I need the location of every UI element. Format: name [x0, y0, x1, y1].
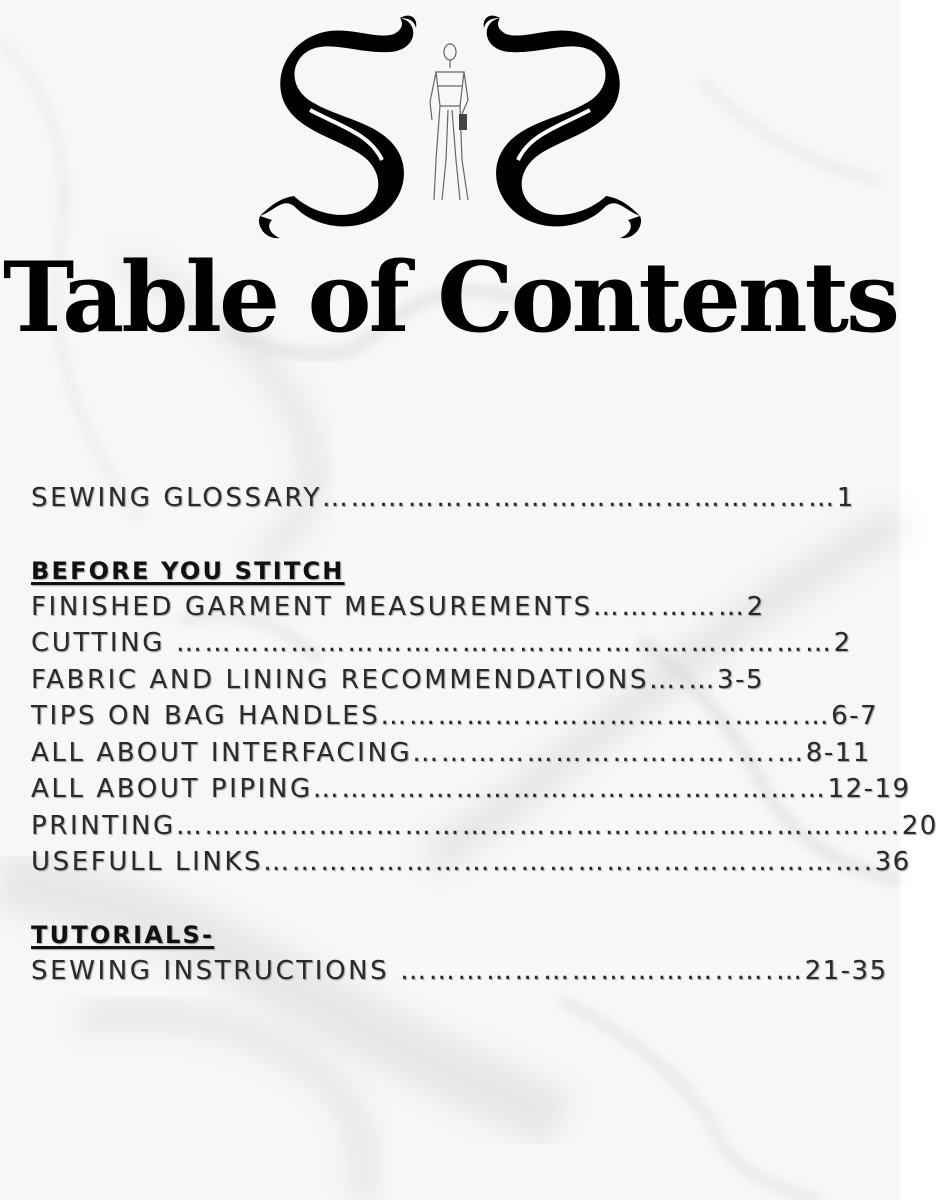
toc-entry-page: 3-5 [717, 664, 764, 695]
toc-entry-tips-on-bag-handles[interactable] [31, 698, 881, 735]
spacer [31, 881, 881, 917]
section-heading-before-you-stitch: BEFORE YOU STITCH [31, 556, 345, 585]
toc-entry-page: 1 [836, 483, 855, 513]
toc-entry-finished-garment-measurements[interactable] [31, 589, 881, 626]
toc-entry-leader: …………………………….….… [412, 737, 806, 768]
toc-entry-leader: ……………………………………………… [312, 774, 828, 804]
toc-entry-page: 2 [746, 591, 765, 622]
toc-entry-page: 8-11 [805, 737, 871, 768]
toc-entry-usefull-links[interactable] [31, 844, 911, 881]
toc-entry-page: 20 [901, 810, 938, 841]
gothic-ss-monogram-with-fashion-croquis-icon [250, 10, 650, 250]
toc-entry-label: FINISHED GARMENT MEASUREMENTS [31, 591, 593, 622]
toc-entry-label: USEFULL LINKS [31, 847, 264, 877]
toc-entry-label: SEWING GLOSSARY [31, 483, 322, 513]
toc-entry-label: SEWING INSTRUCTIONS [31, 955, 401, 986]
toc-entry-leader: ……………………………………………… [321, 483, 837, 513]
toc-entry-sewing-glossary[interactable] [31, 480, 881, 517]
toc-entry-leader: …………………………………………………………… [175, 628, 834, 658]
section-heading-tutorials: TUTORIALS- [31, 920, 215, 949]
toc-entry-page: 12-19 [827, 774, 911, 804]
toc-entry-sewing-instructions[interactable] [31, 953, 888, 990]
toc-entry-printing[interactable] [31, 808, 938, 845]
toc-entry-page: 2 [833, 628, 852, 658]
toc-entry-leader: ….… [648, 664, 718, 695]
toc-entry-label: TIPS ON BAG HANDLES [31, 701, 381, 731]
toc-entry-leader: …….……… [592, 591, 747, 622]
toc-entry-label: PRINTING [31, 810, 176, 841]
toc-entry-all-about-interfacing[interactable] [31, 735, 881, 772]
toc-entry-leader: ……………………………..….… [400, 955, 805, 986]
toc-entry-leader: ……………………………….…….… [380, 701, 832, 731]
toc-entry-page: 6-7 [831, 701, 879, 731]
toc-entry-page: 36 [874, 847, 911, 877]
toc-entry-label: CUTTING [31, 628, 176, 658]
toc-entry-fabric-and-lining[interactable] [31, 662, 881, 699]
toc-entry-label: ALL ABOUT PIPING [31, 774, 313, 804]
toc-entry-all-about-piping[interactable] [31, 771, 911, 808]
toc-entry-label: FABRIC AND LINING RECOMMENDATIONS [31, 664, 649, 695]
toc-entry-label: ALL ABOUT INTERFACING [31, 737, 413, 768]
toc-entry-leader: ………………………………………………………. [263, 847, 875, 877]
toc-entry-page: 21-35 [804, 955, 888, 986]
page-title: Table of Contents [2, 241, 898, 354]
toc-entry-leader: …………………………………………………………………. [175, 810, 902, 841]
spacer [31, 517, 881, 553]
toc-entry-cutting[interactable] [31, 625, 881, 662]
table-of-contents [31, 480, 938, 989]
